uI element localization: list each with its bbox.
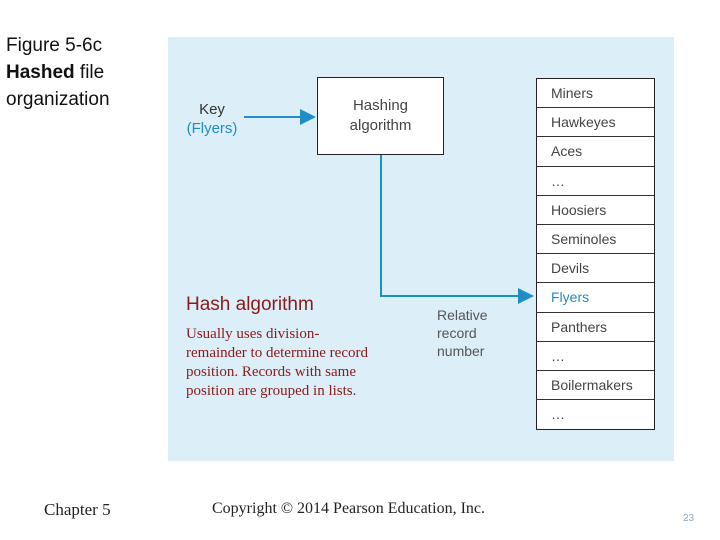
record-row: Hawkeyes (537, 108, 654, 137)
hash-algorithm-heading: Hash algorithm (186, 294, 314, 315)
record-row: Miners (537, 79, 654, 108)
relative-record-number-label (437, 306, 488, 360)
hash-box-line-1: Hashing (352, 97, 409, 114)
page-number: 23 (683, 513, 695, 524)
rrn-line-2: record (437, 325, 477, 341)
record-row: Panthers (537, 313, 654, 342)
rrn-line-1: Relative (437, 307, 488, 323)
key-value: (Flyers) (186, 120, 238, 137)
title-bold-word: Hashed (6, 62, 75, 83)
record-row: … (537, 342, 654, 371)
hash-algorithm-description: Usually uses division-remainder to determine record position. Records with same position are grouped in lists. (186, 326, 368, 399)
record-row: Flyers (537, 283, 654, 312)
record-row: Boilermakers (537, 371, 654, 400)
title-line-3: organization (6, 89, 110, 110)
title-line-1: Figure 5-6c (6, 35, 103, 56)
record-row: Seminoles (537, 225, 654, 254)
hash-to-record-arrow (381, 155, 532, 296)
rrn-line-3: number (437, 343, 485, 359)
title-rest: file (74, 62, 105, 83)
record-row: Devils (537, 254, 654, 283)
key-text: Key (199, 101, 225, 118)
record-row: Aces (537, 137, 654, 166)
footer-chapter: Chapter 5 (44, 500, 111, 519)
hash-box-line-2: algorithm (349, 117, 412, 134)
footer-copyright: Copyright © 2014 Pearson Education, Inc. (212, 500, 485, 517)
record-row: … (537, 167, 654, 196)
record-row: Hoosiers (537, 196, 654, 225)
record-row: … (551, 406, 565, 423)
